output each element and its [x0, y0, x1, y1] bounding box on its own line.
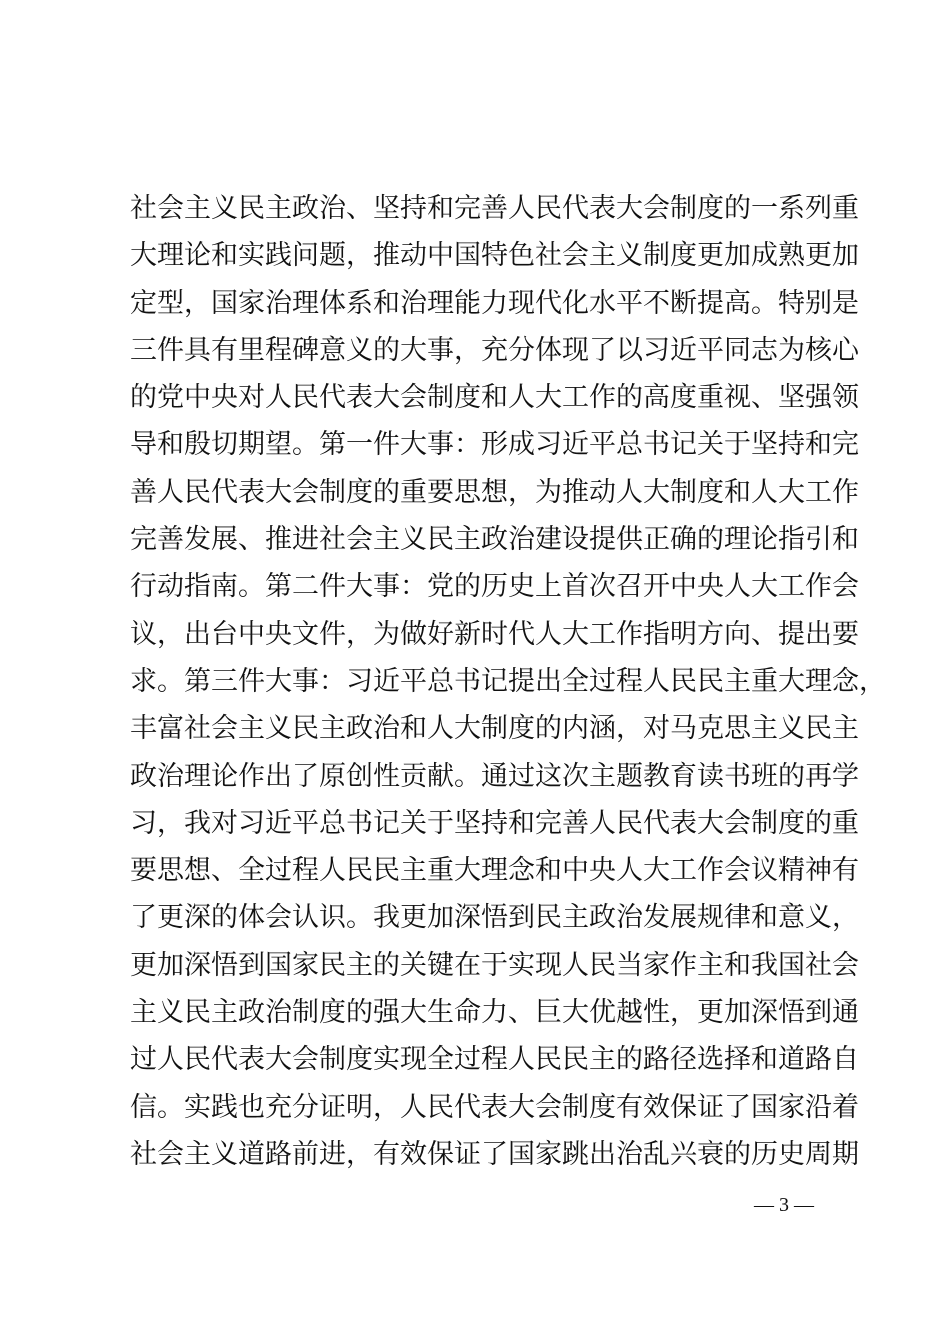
text-line: 大理论和实践问题，推动中国特色社会主义制度更加成熟更加: [130, 240, 859, 272]
text-line: 求。第三件大事：习近平总书记提出全过程人民民主重大理念，: [130, 665, 886, 697]
text-line: 导和殷切期望。第一件大事：形成习近平总书记关于坚持和完: [130, 429, 859, 461]
body-text: [130, 185, 886, 1178]
text-line: 的党中央对人民代表大会制度和人大工作的高度重视、坚强领: [130, 382, 859, 414]
text-line: 主义民主政治制度的强大生命力、巨大优越性，更加深悟到通: [130, 997, 859, 1029]
page-number: — 3 —: [754, 1194, 814, 1216]
text-line: 过人民代表大会制度实现全过程人民民主的路径选择和道路自: [130, 1044, 859, 1076]
text-line: 社会主义道路前进，有效保证了国家跳出治乱兴衰的历史周期: [130, 1138, 859, 1170]
text-line: 要思想、全过程人民民主重大理念和中央人大工作会议精神有: [130, 855, 859, 887]
text-line: 议，出台中央文件，为做好新时代人大工作指明方向、提出要: [130, 618, 859, 650]
text-line: 完善发展、推进社会主义民主政治建设提供正确的理论指引和: [130, 524, 859, 556]
text-line: 三件具有里程碑意义的大事，充分体现了以习近平同志为核心: [130, 334, 859, 366]
text-line: 行动指南。第二件大事：党的历史上首次召开中央人大工作会: [130, 571, 859, 603]
text-line: 定型，国家治理体系和治理能力现代化水平不断提高。特别是: [130, 287, 859, 319]
text-line: 丰富社会主义民主政治和人大制度的内涵，对马克思主义民主: [130, 713, 859, 745]
text-line: 信。实践也充分证明，人民代表大会制度有效保证了国家沿着: [130, 1091, 859, 1123]
text-line: 了更深的体会认识。我更加深悟到民主政治发展规律和意义，: [130, 902, 859, 934]
text-line: 善人民代表大会制度的重要思想，为推动人大制度和人大工作: [130, 476, 859, 508]
text-line: 更加深悟到国家民主的关键在于实现人民当家作主和我国社会: [130, 949, 859, 981]
text-line: 习，我对习近平总书记关于坚持和完善人民代表大会制度的重: [130, 807, 859, 839]
text-line: 政治理论作出了原创性贡献。通过这次主题教育读书班的再学: [130, 760, 859, 792]
text-line: 社会主义民主政治、坚持和完善人民代表大会制度的一系列重: [130, 193, 859, 224]
